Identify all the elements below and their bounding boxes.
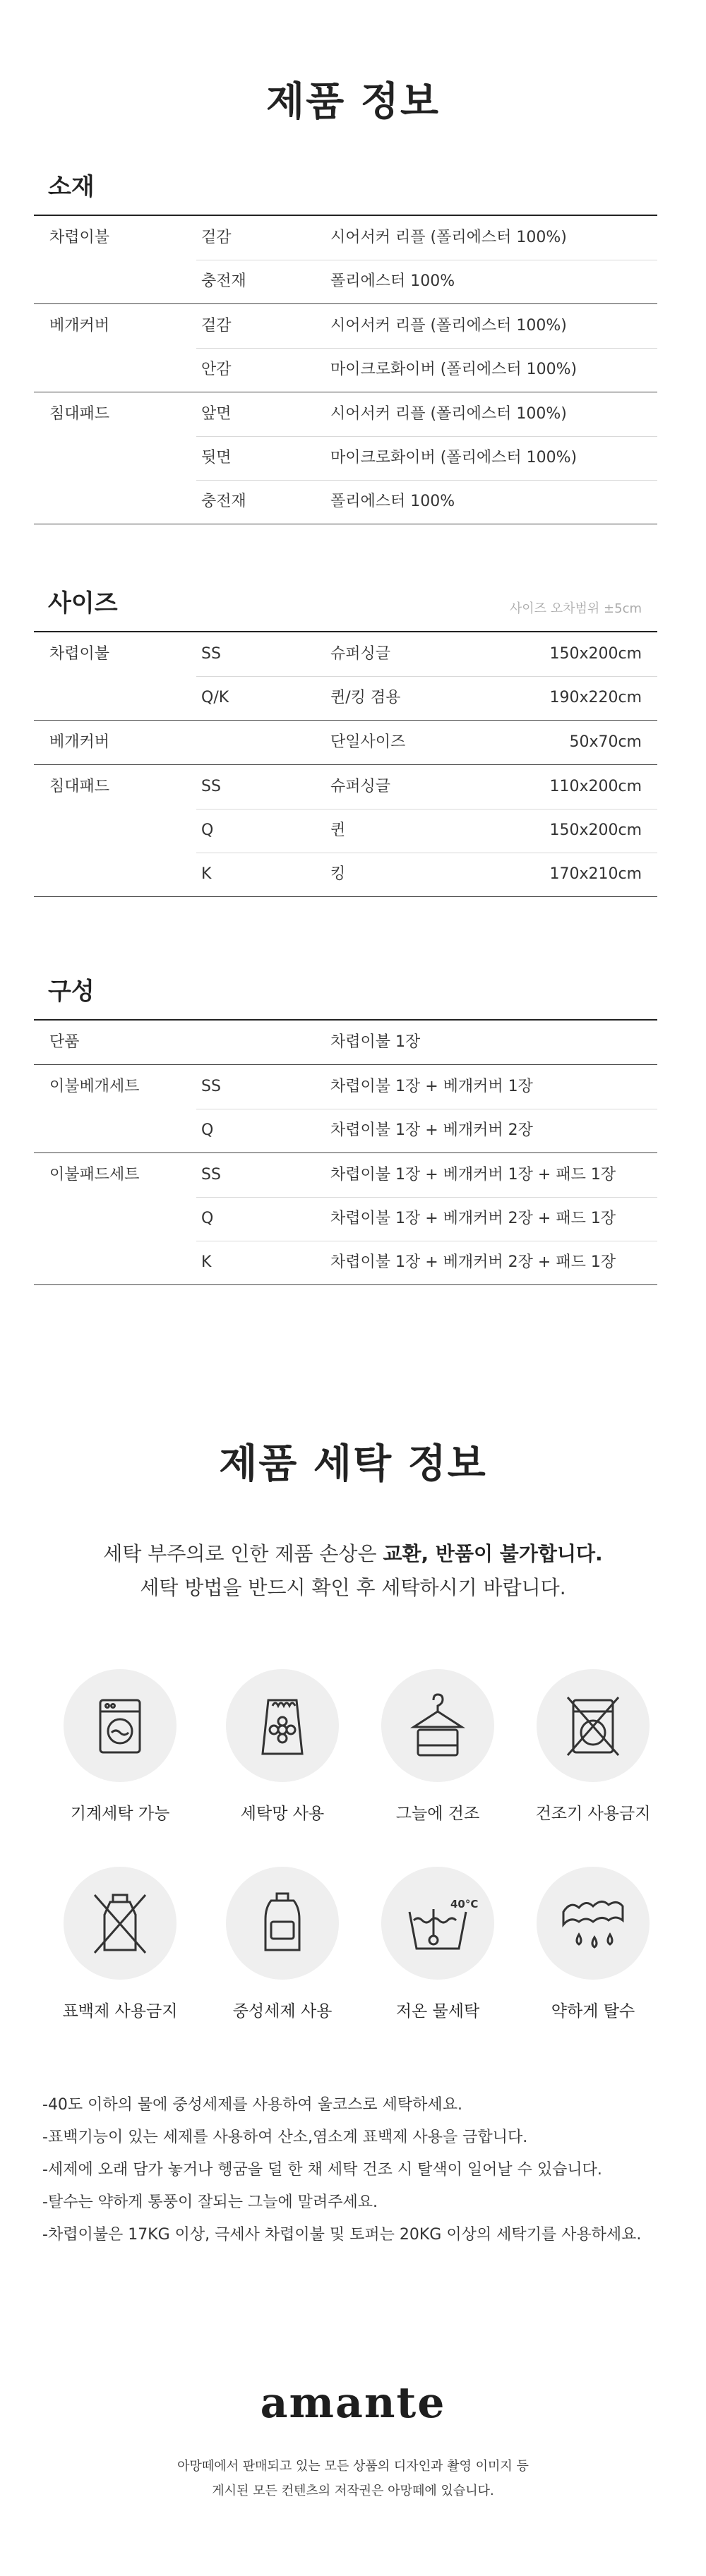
composition-value: 차렵이불 1장 + 베개커버 2장 xyxy=(330,1121,533,1139)
size-label: 퀸/킹 겸용 xyxy=(330,689,401,706)
product-info-title: 제품 정보 xyxy=(266,79,440,125)
care-item-cold-wash xyxy=(360,1867,515,2021)
table-row xyxy=(34,1153,657,1197)
care-label: 기계세탁 가능 xyxy=(70,1805,170,1823)
material-value: 시어서커 리플 (폴리에스터 100%) xyxy=(330,405,567,423)
group-name: 차렵이불 xyxy=(49,229,110,246)
no-tumble-dry-icon xyxy=(537,1669,650,1782)
list-item: -차렵이불은 17KG 이상, 극세사 차렵이불 및 토퍼는 20KG 이상의 세탁기를 사용하세요. xyxy=(42,2226,642,2244)
care-item-neutral-detergent xyxy=(205,1867,360,2021)
size-code: SS xyxy=(201,778,221,795)
composition-group-comforter-pillow-set xyxy=(34,1065,657,1153)
table-row xyxy=(34,853,657,896)
composition-title: 구성 xyxy=(48,977,95,1006)
composition-group-comforter-pad-set xyxy=(34,1153,657,1285)
list-item: -표백기능이 있는 세제를 사용하여 산소,염소계 표백제 사용을 금합니다. xyxy=(42,2129,528,2146)
temperature-label: 40°C xyxy=(450,1898,479,1910)
care-item-shade-dry xyxy=(360,1669,515,1824)
table-row xyxy=(34,721,657,764)
wash-intro-line1 xyxy=(0,1539,706,1567)
composition-value: 차렵이불 1장 + 베개커버 1장 + 패드 1장 xyxy=(330,1166,616,1184)
size-section xyxy=(34,586,657,897)
material-group-bed-pad xyxy=(34,392,657,524)
material-title: 소재 xyxy=(48,173,95,201)
composition-value: 차렵이불 1장 + 베개커버 2장 + 패드 1장 xyxy=(330,1253,616,1271)
size-label: 퀸 xyxy=(330,821,346,839)
neutral-detergent-icon xyxy=(226,1867,339,1980)
group-name: 침대패드 xyxy=(49,405,110,423)
material-header xyxy=(34,169,657,216)
table-row xyxy=(34,480,657,524)
size-dimension: 170x210cm xyxy=(549,865,642,883)
size-group-bed-pad xyxy=(34,765,657,897)
wash-notes xyxy=(42,2089,664,2251)
list-item: -세제에 오래 담가 놓거나 헹굼을 덜 한 채 세탁 건조 시 탈색이 일어날 수 있습니다. xyxy=(42,2161,602,2179)
composition-value: 차렵이불 1장 + 베개커버 1장 xyxy=(330,1078,533,1095)
group-name: 침대패드 xyxy=(49,778,110,795)
table-row xyxy=(34,260,657,303)
group-name: 차렵이불 xyxy=(49,645,110,663)
care-label: 세탁망 사용 xyxy=(240,1805,325,1823)
size-tolerance-note: 사이즈 오차범위 ±5cm xyxy=(509,601,642,616)
size-code: SS xyxy=(201,1078,221,1095)
table-row xyxy=(34,1241,657,1284)
composition-value: 차렵이불 1장 + 베개커버 2장 + 패드 1장 xyxy=(330,1210,616,1227)
group-name: 베개커버 xyxy=(49,317,110,335)
size-dimension: 150x200cm xyxy=(549,645,642,663)
composition-header xyxy=(34,974,657,1021)
part-name: 앞면 xyxy=(201,405,232,423)
material-value: 폴리에스터 100% xyxy=(330,493,455,510)
copyright-line1: 아망떼에서 판매되고 있는 모든 상품의 디자인과 촬영 이미지 등 xyxy=(177,2459,529,2474)
material-group-comforter xyxy=(34,216,657,304)
care-item-gentle-spin xyxy=(515,1867,671,2021)
table-row xyxy=(34,1065,657,1109)
care-item-laundry-net xyxy=(205,1669,360,1824)
table-row xyxy=(34,632,657,676)
part-name: 충전재 xyxy=(201,272,246,290)
care-item-machine-wash xyxy=(42,1669,198,1824)
brand-logo: amante xyxy=(260,2378,446,2428)
composition-value: 차렵이불 1장 xyxy=(330,1033,421,1051)
material-value: 시어서커 리플 (폴리에스터 100%) xyxy=(330,317,567,335)
material-section xyxy=(34,169,657,524)
wash-info-title: 제품 세탁 정보 xyxy=(219,1441,487,1487)
material-value: 시어서커 리플 (폴리에스터 100%) xyxy=(330,229,567,246)
gentle-spin-icon xyxy=(537,1867,650,1980)
care-label: 건조기 사용금지 xyxy=(535,1805,651,1823)
table-row xyxy=(34,1109,657,1152)
laundry-net-icon xyxy=(226,1669,339,1782)
material-group-pillow-cover xyxy=(34,304,657,392)
size-label: 킹 xyxy=(330,865,346,883)
part-name: 안감 xyxy=(201,361,232,378)
care-label: 표백제 사용금지 xyxy=(62,2002,178,2021)
size-dimension: 110x200cm xyxy=(549,778,642,795)
table-row xyxy=(34,765,657,809)
care-label: 저온 물세탁 xyxy=(395,2002,480,2021)
size-group-pillow-cover xyxy=(34,721,657,765)
wash-intro-emphasis: 교환, 반품이 불가합니다. xyxy=(383,1542,603,1565)
care-label: 약하게 탈수 xyxy=(551,2002,635,2021)
table-row xyxy=(34,304,657,348)
size-header xyxy=(34,586,657,632)
group-name: 단품 xyxy=(49,1033,80,1051)
size-code: Q xyxy=(201,1121,214,1139)
material-value: 마이크로화이버 (폴리에스터 100%) xyxy=(330,449,578,467)
material-value: 마이크로화이버 (폴리에스터 100%) xyxy=(330,361,578,378)
size-title: 사이즈 xyxy=(48,589,118,618)
size-label: 슈퍼싱글 xyxy=(330,645,391,663)
table-row xyxy=(34,1197,657,1241)
table-row xyxy=(34,216,657,260)
care-label: 중성세제 사용 xyxy=(232,2002,333,2021)
list-item: -40도 이하의 물에 중성세제를 사용하여 울코스로 세탁하세요. xyxy=(42,2096,462,2114)
washing-machine-icon xyxy=(64,1669,176,1782)
size-label: 슈퍼싱글 xyxy=(330,778,391,795)
size-dimension: 50x70cm xyxy=(569,733,642,751)
no-bleach-icon xyxy=(64,1867,176,1980)
group-name: 이불베개세트 xyxy=(49,1078,140,1095)
table-row xyxy=(34,809,657,853)
size-code: K xyxy=(201,865,212,883)
size-dimension: 190x220cm xyxy=(549,689,642,706)
size-label: 단일사이즈 xyxy=(330,733,406,751)
composition-section xyxy=(34,974,657,1285)
size-dimension: 150x200cm xyxy=(549,821,642,839)
table-row xyxy=(34,436,657,480)
care-item-no-bleach xyxy=(42,1867,198,2021)
shade-dry-icon xyxy=(381,1669,494,1782)
size-code: Q xyxy=(201,821,214,839)
table-row xyxy=(34,1021,657,1064)
size-code: K xyxy=(201,1253,212,1271)
size-group-comforter xyxy=(34,632,657,721)
size-code: SS xyxy=(201,645,221,663)
table-row xyxy=(34,676,657,720)
table-row xyxy=(34,392,657,436)
size-code: Q xyxy=(201,1210,214,1227)
wash-intro-line2: 세탁 방법을 반드시 확인 후 세탁하시기 바랍니다. xyxy=(140,1576,566,1599)
part-name: 겉감 xyxy=(201,229,232,246)
material-value: 폴리에스터 100% xyxy=(330,272,455,290)
group-name: 이불패드세트 xyxy=(49,1166,140,1184)
part-name: 겉감 xyxy=(201,317,232,335)
care-item-no-dryer xyxy=(515,1669,671,1824)
cold-wash-icon xyxy=(381,1867,494,1980)
table-row xyxy=(34,348,657,392)
care-label: 그늘에 건조 xyxy=(395,1805,480,1823)
part-name: 뒷면 xyxy=(201,449,232,467)
size-code: Q/K xyxy=(201,689,229,706)
composition-group-single xyxy=(34,1021,657,1065)
copyright-line2: 게시된 모든 컨텐츠의 저작권은 아망떼에 있습니다. xyxy=(212,2484,494,2498)
part-name: 충전재 xyxy=(201,493,246,510)
list-item: -탈수는 약하게 통풍이 잘되는 그늘에 말려주세요. xyxy=(42,2193,378,2211)
group-name: 베개커버 xyxy=(49,733,110,751)
wash-intro-text: 세탁 부주의로 인한 제품 손상은 xyxy=(103,1542,383,1565)
size-code: SS xyxy=(201,1166,221,1184)
